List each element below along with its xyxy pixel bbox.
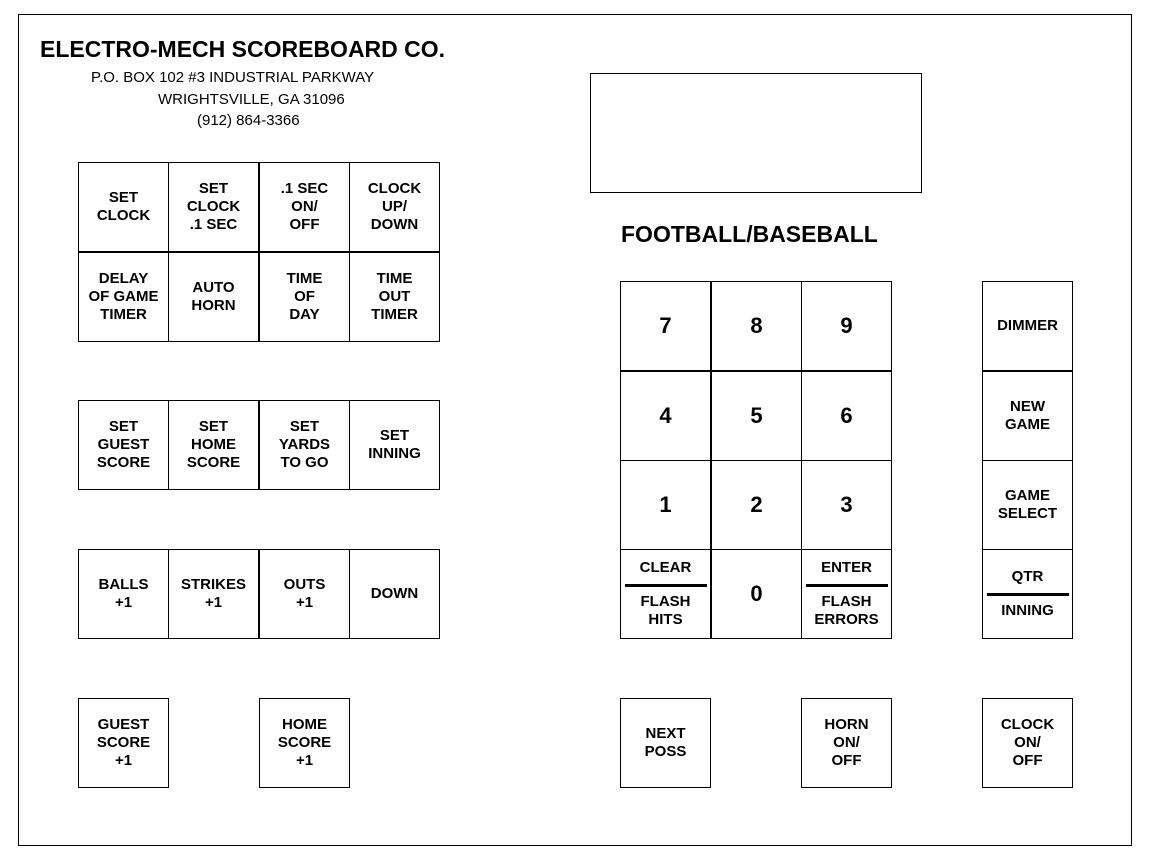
qtr-label: QTR [1011, 568, 1044, 585]
set-inning-button[interactable]: SET INNING [349, 400, 440, 490]
time-of-day-button[interactable]: TIME OF DAY [259, 252, 350, 342]
company-name: ELECTRO-MECH SCOREBOARD CO. [40, 36, 446, 62]
dimmer-button[interactable]: DIMMER [982, 281, 1073, 371]
keypad-1-button[interactable]: 1 [620, 460, 711, 550]
keypad-7-button[interactable]: 7 [620, 281, 711, 371]
outs-plus-one-button[interactable]: OUTS +1 [259, 549, 350, 639]
tenth-second-toggle-button[interactable]: .1 SEC ON/ OFF [259, 162, 350, 252]
qtr-inning-button[interactable] [982, 549, 1073, 639]
display-window [590, 73, 922, 193]
set-yards-to-go-button[interactable]: SET YARDS TO GO [259, 400, 350, 490]
time-out-timer-button[interactable]: TIME OUT TIMER [349, 252, 440, 342]
keypad-0-button[interactable]: 0 [711, 549, 802, 639]
guest-score-plus-one-button[interactable]: GUEST SCORE +1 [78, 698, 169, 788]
key-divider [987, 593, 1069, 596]
clock-up-down-button[interactable]: CLOCK UP/ DOWN [349, 162, 440, 252]
key-divider [806, 584, 888, 587]
game-select-button[interactable]: GAME SELECT [982, 460, 1073, 550]
strikes-plus-one-button[interactable]: STRIKES +1 [168, 549, 259, 639]
keypad-9-button[interactable]: 9 [801, 281, 892, 371]
company-phone: (912) 864-3366 [197, 112, 300, 129]
enter-flash-errors-button[interactable] [801, 549, 892, 639]
down-button[interactable]: DOWN [349, 549, 440, 639]
clear-label: CLEAR [639, 559, 692, 576]
set-clock-tenth-button[interactable]: SET CLOCK .1 SEC [168, 162, 259, 252]
set-clock-button[interactable]: SET CLOCK [78, 162, 169, 252]
new-game-button[interactable]: NEW GAME [982, 371, 1073, 461]
company-address-line2: WRIGHTSVILLE, GA 31096 [158, 91, 345, 108]
next-possession-button[interactable]: NEXT POSS [620, 698, 711, 788]
home-score-plus-one-button[interactable]: HOME SCORE +1 [259, 698, 350, 788]
keypad-8-button[interactable]: 8 [711, 281, 802, 371]
clear-flash-hits-button[interactable] [620, 549, 711, 639]
model-title: FOOTBALL/BASEBALL [621, 221, 878, 247]
keypad-5-button[interactable]: 5 [711, 371, 802, 461]
flash-errors-label: FLASH ERRORS [814, 593, 879, 628]
set-home-score-button[interactable]: SET HOME SCORE [168, 400, 259, 490]
company-address-line1: P.O. BOX 102 #3 INDUSTRIAL PARKWAY [91, 69, 375, 86]
flash-hits-label: FLASH HITS [640, 593, 691, 628]
enter-label: ENTER [821, 559, 872, 576]
set-guest-score-button[interactable]: SET GUEST SCORE [78, 400, 169, 490]
clock-on-off-button[interactable]: CLOCK ON/ OFF [982, 698, 1073, 788]
keypad-4-button[interactable]: 4 [620, 371, 711, 461]
keypad-2-button[interactable]: 2 [711, 460, 802, 550]
inning-label: INNING [1001, 602, 1054, 619]
delay-of-game-timer-button[interactable]: DELAY OF GAME TIMER [78, 252, 169, 342]
horn-on-off-button[interactable]: HORN ON/ OFF [801, 698, 892, 788]
key-divider [625, 584, 707, 587]
balls-plus-one-button[interactable]: BALLS +1 [78, 549, 169, 639]
auto-horn-button[interactable]: AUTO HORN [168, 252, 259, 342]
keypad-6-button[interactable]: 6 [801, 371, 892, 461]
keypad-3-button[interactable]: 3 [801, 460, 892, 550]
